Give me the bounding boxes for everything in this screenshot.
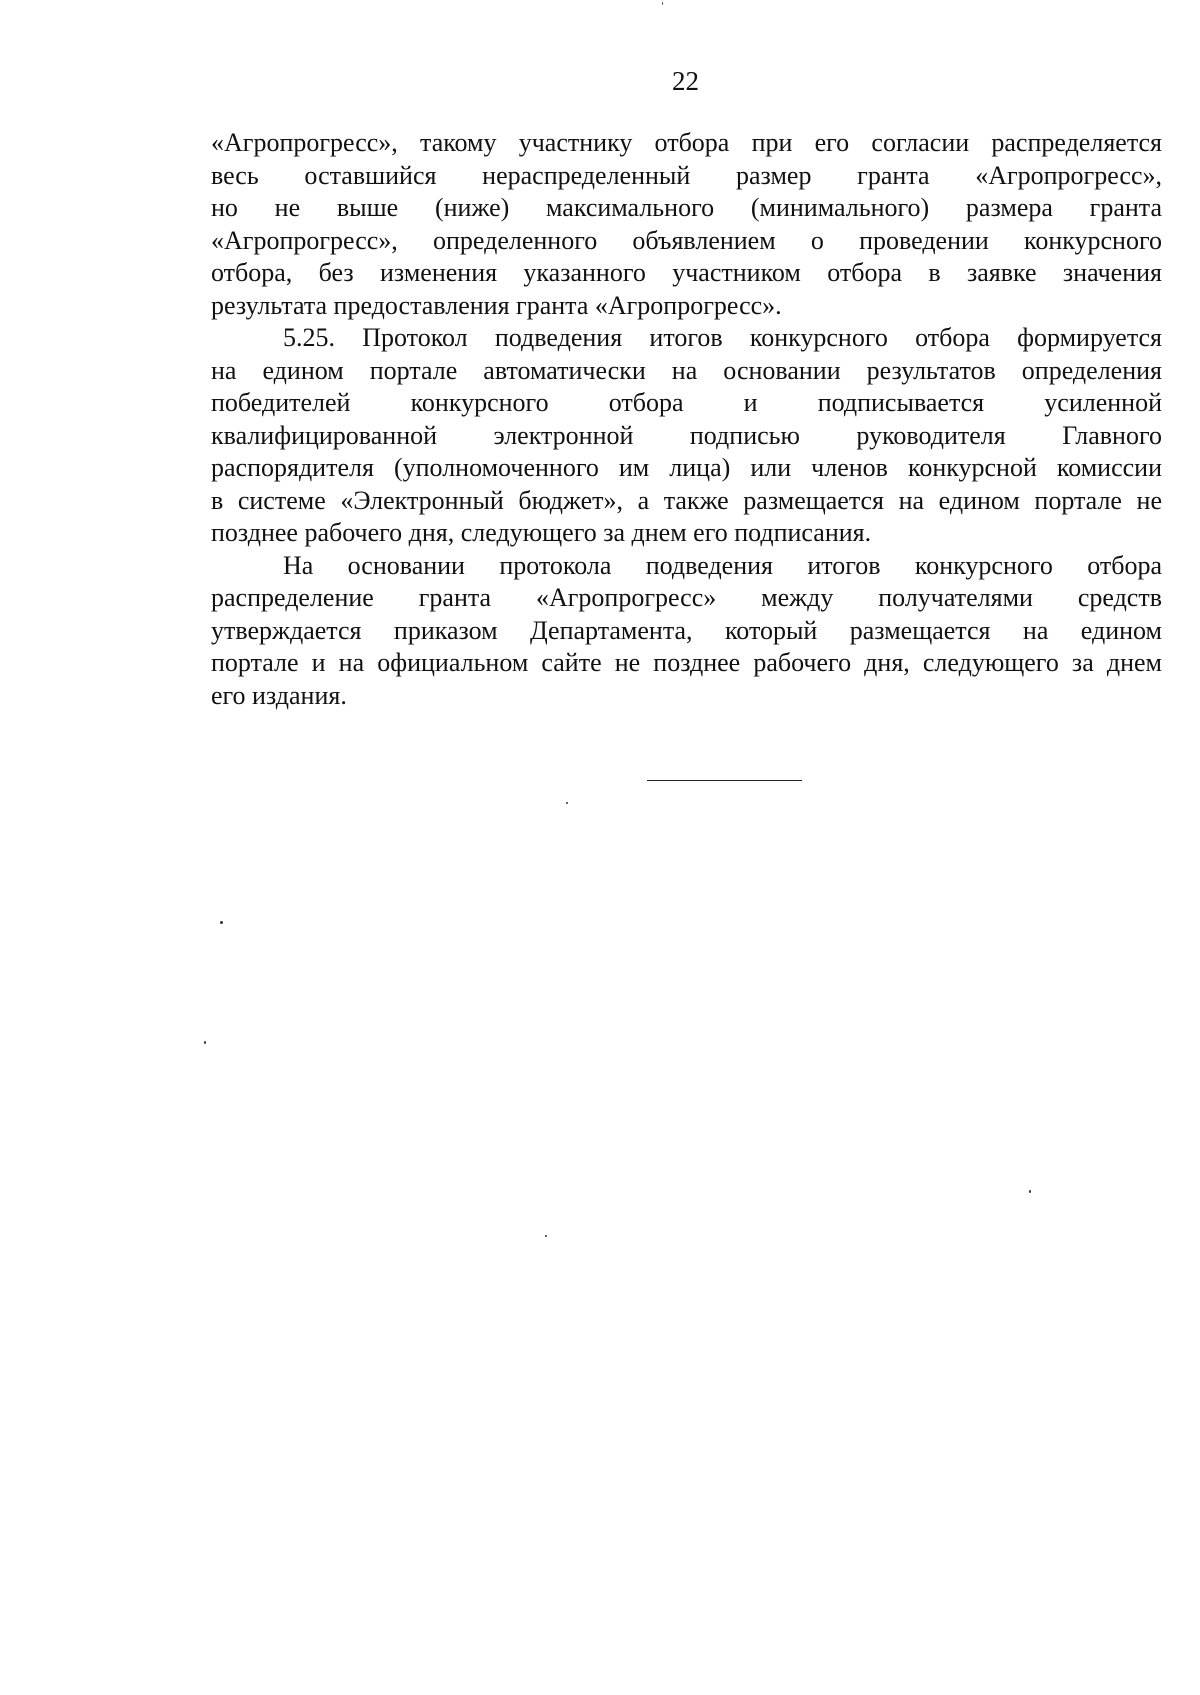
paragraph-2-line-6: в системе «Электронный бюджет», а также размещается на едином портале не — [211, 485, 1162, 515]
paragraph-1-line-6: результата предоставления гранта «Агропрогресс». — [211, 290, 782, 320]
scan-speck — [545, 1235, 547, 1237]
paragraph-1-line-2: весь оставшийся нераспределенный размер гранта «Агропрогресс», — [211, 160, 1162, 190]
paragraph-3-line-2: распределение гранта «Агропрогресс» между получателями средств — [211, 583, 1162, 612]
paragraph-1-line-1: «Агропрогресс», такому участнику отбора при его согласии распределяется — [211, 128, 1162, 157]
paragraph-3-line-4: портале и на официальном сайте не позднее рабочего дня, следующего за днем — [211, 648, 1162, 677]
paragraph-1-line-4: «Агропрогресс», определенного объявлением о проведении конкурсного — [211, 225, 1162, 255]
scan-speck — [1029, 1190, 1031, 1193]
paragraph-2-line-5: распорядителя (уполномоченного им лица) или членов конкурсной комиссии — [211, 453, 1162, 482]
paragraph-3-line-3: утверждается приказом Департамента, который размещается на едином — [211, 615, 1162, 645]
page-number: 22 — [672, 66, 699, 96]
paragraph-1-line-3: но не выше (ниже) максимального (минимального) размера гранта — [211, 193, 1162, 222]
scan-speck — [662, 2, 663, 5]
paragraph-1-line-5: отбора, без изменения указанного участником отбора в заявке значения — [211, 258, 1162, 287]
scan-speck — [220, 921, 223, 924]
paragraph-2-line-1: 5.25. Протокол подведения итогов конкурсного отбора формируется — [283, 323, 1162, 352]
paragraph-2-line-7: позднее рабочего дня, следующего за днем его подписания. — [211, 518, 872, 547]
scan-speck — [566, 802, 568, 804]
paragraph-3-line-1: На основании протокола подведения итогов конкурсного отбора — [283, 550, 1162, 580]
paragraph-2-line-2: на едином портале автоматически на основании результатов определения — [211, 355, 1162, 385]
scan-speck — [204, 1041, 206, 1044]
paragraph-3-line-5: его издания. — [211, 680, 347, 710]
paragraph-2-line-4: квалифицированной электронной подписью руководителя Главного — [211, 420, 1162, 450]
end-of-document-rule — [647, 780, 802, 781]
document-body — [211, 127, 1162, 712]
paragraph-2-line-3: победителей конкурсного отбора и подписывается усиленной — [211, 388, 1162, 417]
